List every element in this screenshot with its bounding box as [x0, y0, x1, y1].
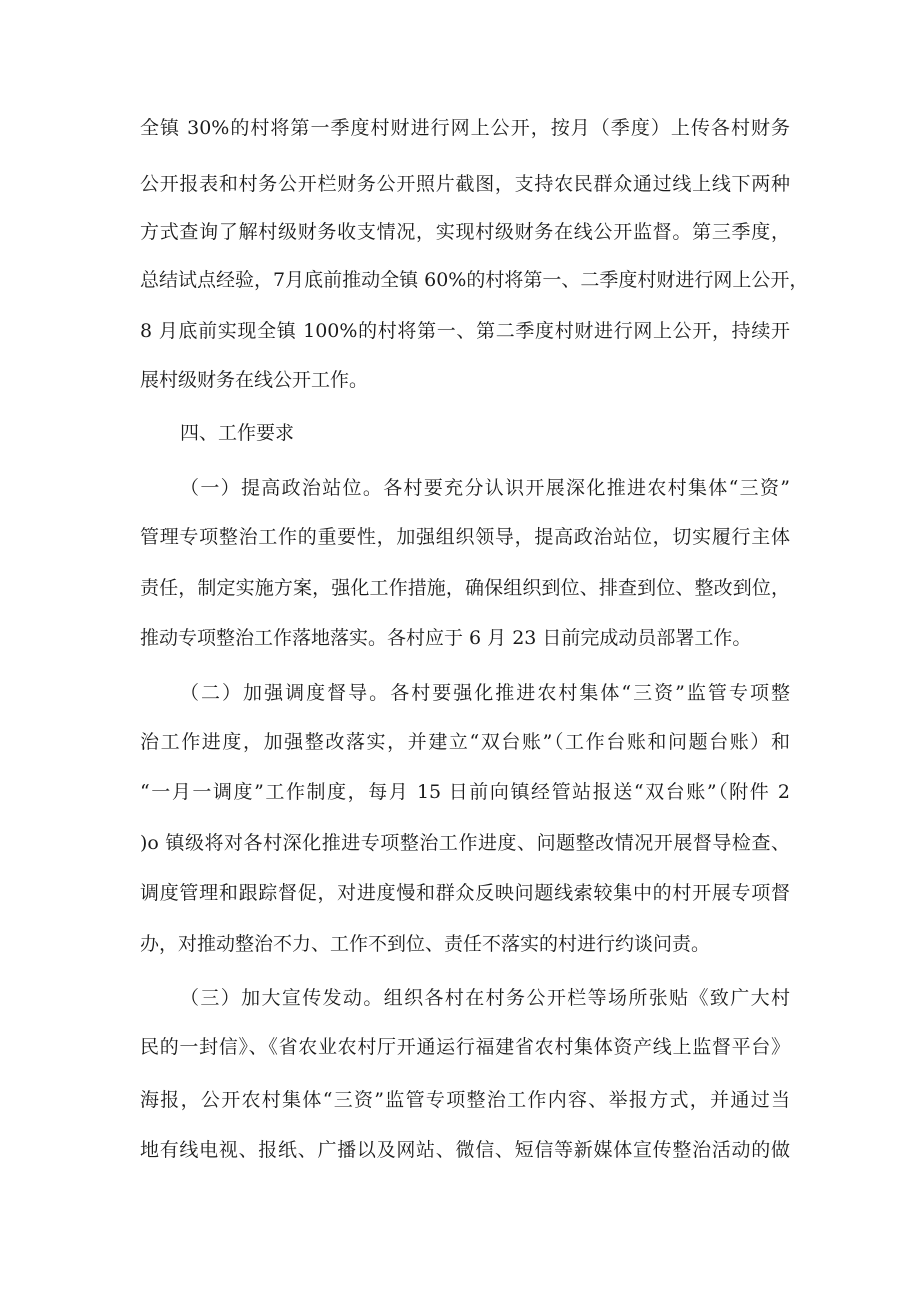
text-line: 民的一封信》、《省农业农村厅开通运行福建省农村集体资产线上监督平台》 [140, 1036, 790, 1058]
text-line: 全镇 30%的村将第一季度村财进行网上公开，按月（季度）上传各村财务 [140, 117, 790, 139]
text-line: 地有线电视、报纸、广播以及网站、微信、短信等新媒体宣传整治活动的做 [140, 1139, 790, 1161]
text-line: 治工作进度，加强整改落实，并建立“双台账”（工作台账和问题台账）和 [140, 731, 790, 753]
text-line: 方式查询了解村级财务收支情况，实现村级财务在线公开监督。第三季度， [140, 221, 790, 243]
text-line: 办，对推动整治不力、工作不到位、责任不落实的村进行约谈问责。 [140, 933, 711, 955]
text-line: 调度管理和跟踪督促，对进度慢和群众反映问题线索较集中的村开展专项督 [140, 882, 790, 904]
text-line: 推动专项整治工作落地落实。各村应于 6 月 23 日前完成动员部署工作。 [140, 627, 752, 649]
text-line: )o 镇级将对各村深化推进专项整治工作进度、问题整改情况开展督导检查、 [140, 832, 790, 854]
text-line: 海报，公开农村集体“三资”监管专项整治工作内容、举报方式，并通过当 [140, 1089, 790, 1111]
section-heading: 四、工作要求 [180, 422, 295, 444]
text-line: 8 月底前实现全镇 100%的村将第一、第二季度村财进行网上公开，持续开 [140, 320, 790, 342]
text-line: 责任，制定实施方案，强化工作措施，确保组织到位、排查到位、整改到位， [140, 577, 790, 599]
text-line: 公开报表和村务公开栏财务公开照片截图，支持农民群众通过线上线下两种 [140, 173, 790, 195]
text-line: 管理专项整治工作的重要性，加强组织领导，提高政治站位，切实履行主体 [140, 526, 790, 548]
text-line: 总结试点经验，7月底前推动全镇 60%的村将第一、二季度村财进行网上公开， [140, 269, 809, 291]
text-line: （二）加强调度督导。各村要强化推进农村集体“三资”监管专项整 [180, 682, 790, 704]
text-line: （三）加大宣传发动。组织各村在村务公开栏等场所张贴《致广大村 [180, 987, 790, 1009]
text-line: “一月一调度”工作制度，每月 15 日前向镇经管站报送“双台账”（附件 2 [140, 781, 790, 803]
text-line: 展村级财务在线公开工作。 [140, 369, 369, 391]
text-line: （一）提高政治站位。各村要充分认识开展深化推进农村集体“三资” [180, 477, 790, 499]
